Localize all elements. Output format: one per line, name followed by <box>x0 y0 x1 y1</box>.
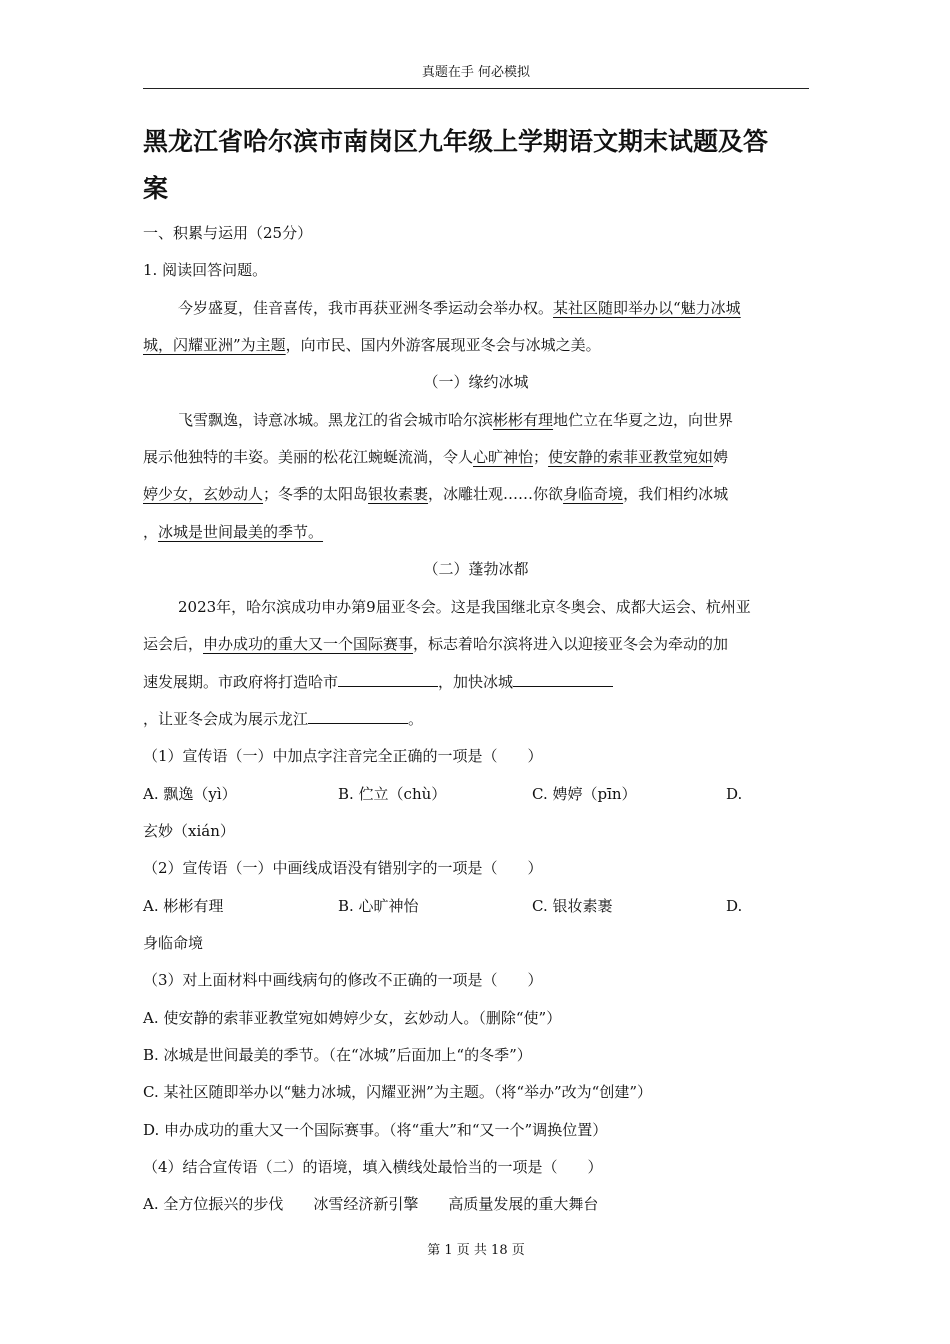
intro-line-1 <box>178 296 741 320</box>
passage-1-line-2 <box>143 445 728 469</box>
q1-1-option-b: B. 伫立（chù） <box>338 785 447 803</box>
underlined-idiom: 身临奇境 <box>563 485 624 503</box>
passage-text: 地伫立在华夏之边，向世界 <box>553 411 734 429</box>
passage-text: 娉 <box>713 448 729 466</box>
intro-text: 今岁盛夏，佳音喜传，我市再获亚洲冬季运动会举办权。 <box>178 299 554 317</box>
passage-text: ，冰雕壮观……你欲 <box>428 485 564 503</box>
passage-2-line-2 <box>143 632 728 656</box>
question-1-3-stem: （3）对上面材料中画线病句的修改不正确的一项是（ ） <box>143 971 543 989</box>
passage-1-line-1 <box>178 408 733 432</box>
q1-1-option-c: C. 娉婷（pīn） <box>532 785 637 803</box>
passage-1-line-4 <box>143 520 333 544</box>
document-title <box>143 118 809 212</box>
fill-blank-1 <box>338 670 438 687</box>
underlined-sentence: 城，闪耀亚洲”为主题 <box>143 336 286 354</box>
question-1-1-stem: （1）宣传语（一）中加点字注音完全正确的一项是（ ） <box>143 747 543 765</box>
passage-text: 展示他独特的丰姿。美丽的松花江蜿蜒流淌，令人 <box>143 448 474 466</box>
subheading-2: （二）蓬勃冰都 <box>423 560 529 578</box>
passage-text: ； <box>533 448 549 466</box>
passage-text: ，我们相约冰城 <box>623 485 729 503</box>
question-1-title: 1. 阅读回答问题。 <box>143 261 268 279</box>
passage-2-line-4 <box>143 707 423 731</box>
passage-text: ，标志着哈尔滨将进入以迎接亚冬会为牵动的加 <box>413 635 729 653</box>
q1-1-option-d-text: 玄妙（xián） <box>143 822 235 840</box>
passage-text: ，加快冰城 <box>438 673 514 691</box>
q1-1-option-d: D. <box>726 785 743 803</box>
q1-1-option-a: A. 飘逸（yì） <box>143 785 237 803</box>
underlined-sentence: 冰城是世间最美的季节。 <box>158 523 324 541</box>
passage-text: ；冬季的太阳岛 <box>263 485 369 503</box>
underlined-sentence: 申办成功的重大又一个国际赛事 <box>203 635 414 653</box>
passage-text: 。 <box>408 710 424 728</box>
q1-2-option-b: B. 心旷神怡 <box>338 897 419 915</box>
q1-3-option-b: B. 冰城是世间最美的季节。（在“冰城”后面加上“的冬季”） <box>143 1046 532 1064</box>
passage-2-line-3 <box>143 670 613 694</box>
passage-text: ， <box>143 523 159 541</box>
underlined-idiom: 彬彬有理 <box>493 411 554 429</box>
underlined-idiom: 心旷神怡 <box>473 448 534 466</box>
page-footer: 第 1 页 共 18 页 <box>427 1243 525 1258</box>
underlined-sentence: 婷少女，玄妙动人 <box>143 485 264 503</box>
q1-2-option-d: D. <box>726 897 743 915</box>
q1-3-option-c: C. 某社区随即举办以“魅力冰城，闪耀亚洲”为主题。（将“举办”改为“创建”） <box>143 1083 652 1101</box>
passage-text: ，让亚冬会成为展示龙江 <box>143 710 309 728</box>
fill-blank-2 <box>513 670 613 687</box>
underlined-sentence: 某社区随即举办以“魅力冰城 <box>553 299 741 317</box>
section-heading: 一、积累与运用（25分） <box>143 224 313 242</box>
page-header: 真题在手 何必模拟 <box>143 62 809 89</box>
q1-2-option-c: C. 银妆素裹 <box>532 897 613 915</box>
title-line-2: 案 <box>143 174 169 203</box>
passage-2-line-1: 2023年，哈尔滨成功申办第9届亚冬会。这是我国继北京冬奥会、成都大运会、杭州亚 <box>178 598 751 616</box>
q1-3-option-d: D. 申办成功的重大又一个国际赛事。（将“重大”和“又一个”调换位置） <box>143 1121 608 1139</box>
question-1-2-stem: （2）宣传语（一）中画线成语没有错别字的一项是（ ） <box>143 859 543 877</box>
passage-text: 飞雪飘逸，诗意冰城。黑龙江的省会城市哈尔滨 <box>178 411 494 429</box>
q1-2-option-a: A. 彬彬有理 <box>143 897 224 915</box>
subheading-1: （一）缘约冰城 <box>423 373 529 391</box>
intro-text: ，向市民、国内外游客展现亚冬会与冰城之美。 <box>285 336 601 354</box>
fill-blank-3 <box>308 707 408 724</box>
q1-3-option-a: A. 使安静的索菲亚教堂宛如娉婷少女，玄妙动人。（删除“使”） <box>143 1009 562 1027</box>
intro-line-2 <box>143 333 601 357</box>
passage-text: 速发展期。市政府将打造哈市 <box>143 673 339 691</box>
passage-1-line-3 <box>143 482 728 506</box>
underlined-sentence: 使安静的索菲亚教堂宛如 <box>548 448 714 466</box>
q1-2-option-d-text: 身临命境 <box>143 934 204 952</box>
q1-4-option-a: A. 全方位振兴的步伐 冰雪经济新引擎 高质量发展的重大舞台 <box>143 1195 599 1213</box>
question-1-4-stem: （4）结合宣传语（二）的语境，填入横线处最恰当的一项是（ ） <box>143 1158 603 1176</box>
underlined-idiom: 银妆素裹 <box>368 485 429 503</box>
title-line-1: 黑龙江省哈尔滨市南岗区九年级上学期语文期末试题及答 <box>143 127 769 156</box>
passage-text: 运会后， <box>143 635 204 653</box>
